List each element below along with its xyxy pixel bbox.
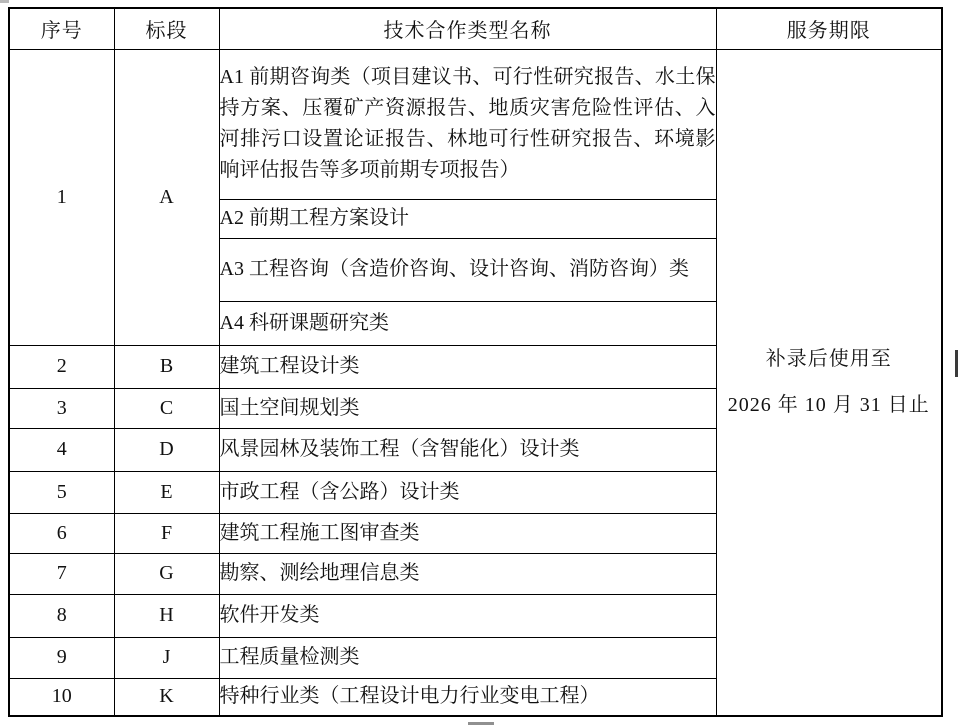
header-type: 技术合作类型名称: [219, 8, 716, 49]
table-row: [9, 49, 942, 199]
cell-section-e: E: [114, 471, 219, 513]
cell-type-a4: A4 科研课题研究类: [219, 301, 716, 345]
cell-no-1: 1: [9, 49, 114, 345]
cell-section-b: B: [114, 345, 219, 388]
cell-no-10: 10: [9, 678, 114, 716]
cell-section-h: H: [114, 594, 219, 637]
cell-section-j: J: [114, 637, 219, 678]
cell-no-6: 6: [9, 513, 114, 553]
service-period-line1: 补录后使用至: [765, 348, 892, 371]
cell-type-a3: A3 工程咨询（含造价咨询、设计咨询、消防咨询）类: [219, 238, 716, 301]
cell-section-d: D: [114, 428, 219, 471]
cell-no-8: 8: [9, 594, 114, 637]
cell-service-period: [716, 49, 942, 716]
header-section: 标段: [114, 8, 219, 49]
bottom-dash-artifact: [468, 722, 494, 725]
header-no: 序号: [9, 8, 114, 49]
cell-no-5: 5: [9, 471, 114, 513]
cell-section-k: K: [114, 678, 219, 716]
cell-type-h: 软件开发类: [219, 594, 716, 637]
cell-type-g: 勘察、测绘地理信息类: [219, 553, 716, 594]
cell-type-b: 建筑工程设计类: [219, 345, 716, 388]
cell-type-f: 建筑工程施工图审查类: [219, 513, 716, 553]
cell-section-c: C: [114, 388, 219, 428]
cell-type-a2: A2 前期工程方案设计: [219, 199, 716, 238]
cell-section-g: G: [114, 553, 219, 594]
header-row: [9, 8, 942, 49]
cell-type-j: 工程质量检测类: [219, 637, 716, 678]
cell-type-d: 风景园林及装饰工程（含智能化）设计类: [219, 428, 716, 471]
cell-no-4: 4: [9, 428, 114, 471]
cooperation-types-table: [8, 7, 943, 717]
cell-section-f: F: [114, 513, 219, 553]
cell-no-3: 3: [9, 388, 114, 428]
cell-no-2: 2: [9, 345, 114, 388]
cell-type-e: 市政工程（含公路）设计类: [219, 471, 716, 513]
service-period-line2: 2026 年 10 月 31 日止: [727, 394, 930, 417]
cell-type-k: 特种行业类（工程设计电力行业变电工程）: [219, 678, 716, 716]
cell-no-9: 9: [9, 637, 114, 678]
header-service-period: 服务期限: [716, 8, 942, 49]
cell-section-a: A: [114, 49, 219, 345]
corner-artifact: [0, 0, 9, 3]
cell-no-7: 7: [9, 553, 114, 594]
cell-type-a1: A1 前期咨询类（项目建议书、可行性研究报告、水土保持方案、压覆矿产资源报告、地质灾害危险性评估、入河排污口设置论证报告、林地可行性研究报告、环境影响评估报告等多项前期专项报告）: [219, 49, 716, 199]
cell-type-c: 国土空间规划类: [219, 388, 716, 428]
